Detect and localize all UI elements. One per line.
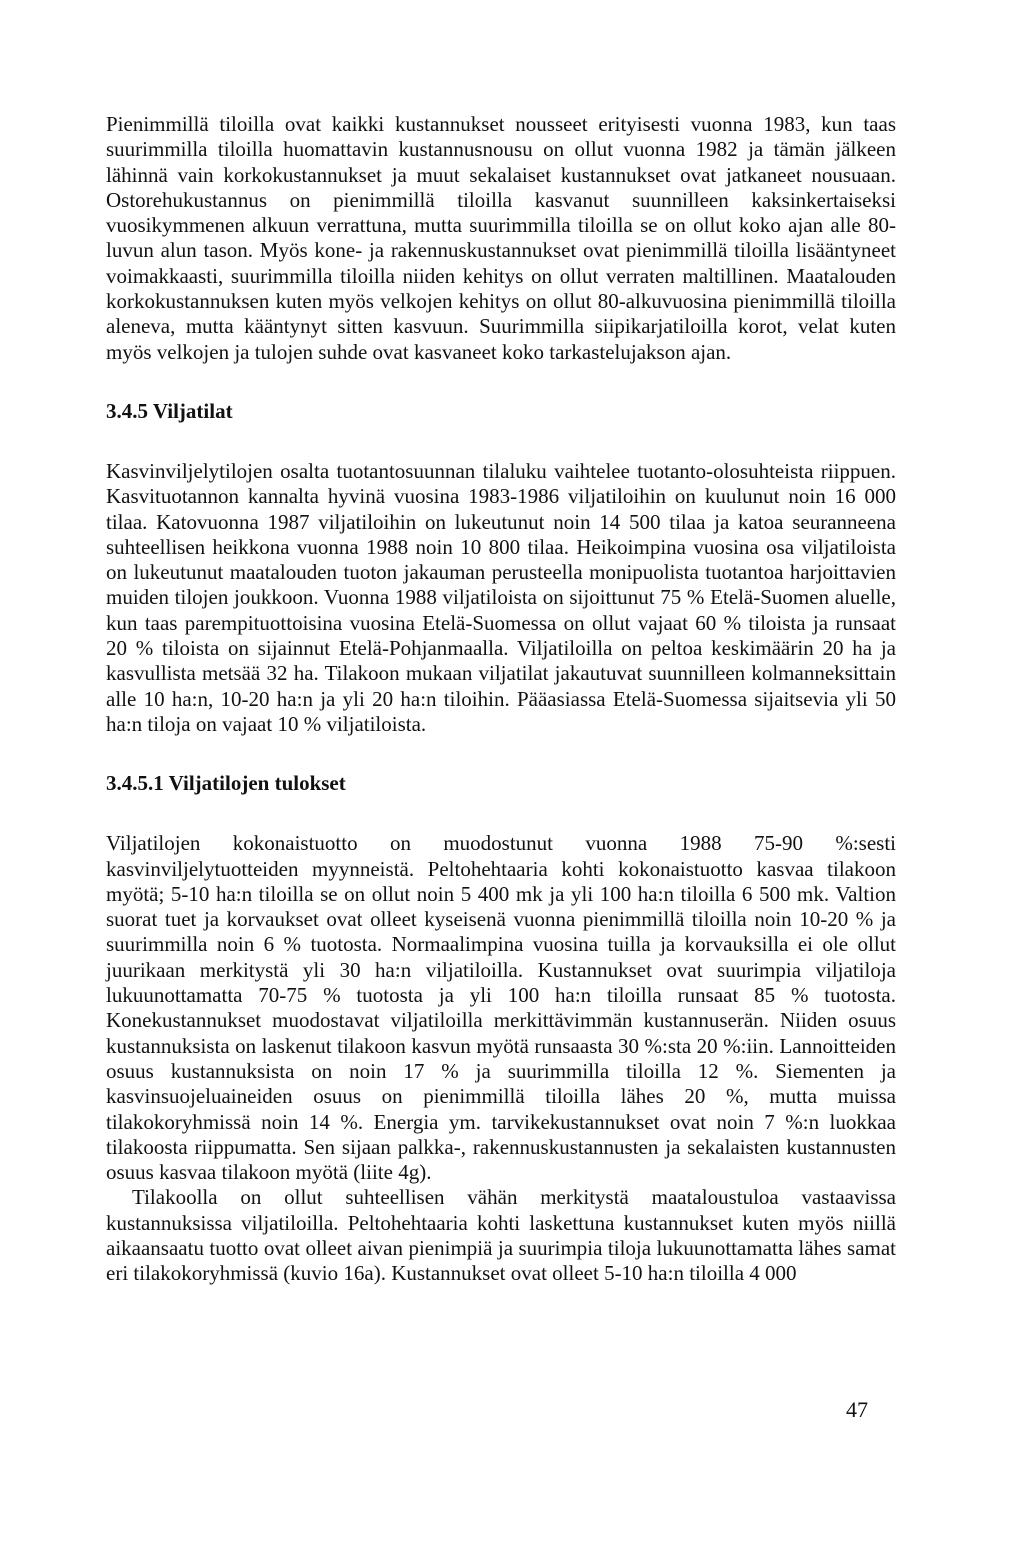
paragraph-poultry-farm-costs: Pienimmillä tiloilla ovat kaikki kustannukset nousseet erityisesti vuonna 1983, kun taas suurimmilla tiloilla huomattavin kustannusnousu on ollut vuonna 1982 ja tämän jälkeen lähinnä vain korkokustannukset ja muut sekalaiset kustannukset ovat jatkaneet nousuaan. Ostorehukustannus on pienimmillä tiloilla kasvanut suunnilleen kaksinkertaiseksi vuosikymmenen alkuun verrattuna, mutta suurimmilla tiloilla se on ollut koko ajan alle 80-luvun alun tason. Myös kone- ja rakennuskustannukset ovat pienimmillä tiloilla lisääntyneet voimakkaasti, suurimmilla tiloilla niiden kehitys on ollut verraten maltillinen. Maatalouden korkokustannuksen kuten myös velkojen kehitys on ollut 80-alkuvuosina pienimmillä tiloilla aleneva, mutta kääntynyt sitten kasvuun. Suurimmilla siipikarjatiloilla korot, velat kuten myös velkojen ja tulojen suhde ovat kasvaneet koko tarkastelujakson ajan. [106,112,896,364]
page-number: 47 [846,1397,868,1422]
paragraph-farm-size-costs: Tilakoolla on ollut suhteellisen vähän merkitystä maataloustuloa vastaavissa kustannuksissa viljatiloilla. Peltohehtaaria kohti laskettuna kustannukset kuten myös niillä aikaansaatu tuotto ovat olleet aivan pienimpiä ja suurimpia tiloja lukuunottamatta lähes samat eri tilakokoryhmissä (kuvio 16a). Kustannukset ovat olleet 5-10 ha:n tiloilla 4 000 [106,1185,896,1286]
paragraph-grain-farm-revenue: Viljatilojen kokonaistuotto on muodostunut vuonna 1988 75-90 %:sesti kasvinviljelytuotteiden myynneistä. Peltohehtaaria kohti kokonaistuotto kasvaa tilakoon myötä; 5-10 ha:n tiloilla se on ollut noin 5 400 mk ja yli 100 ha:n tiloilla 6 500 mk. Valtion suorat tuet ja korvaukset ovat olleet kyseisenä vuonna pienimmillä tiloilla noin 10-20 % ja suurimmilla noin 6 % tuotosta. Normaalimpina vuosina tuilla ja korvauksilla ei ole ollut juurikaan merkitystä yli 30 ha:n viljatiloilla. Kustannukset ovat suurimpia viljatiloja lukuunottamatta 70-75 % tuotosta ja yli 100 ha:n tiloilla runsaat 85 % tuotosta. Konekustannukset muodostavat viljatiloilla merkittävimmän kustannuserän. Niiden osuus kustannuksista on laskenut tilakoon kasvun myötä runsaasta 30 %:sta 20 %:iin. Lannoitteiden osuus kustannuksista on noin 17 % ja suurimmilla tiloilla 12 %. Siementen ja kasvinsuojeluaineiden osuus on pienimmillä tiloilla lähes 20 %, mutta muissa tilakokoryhmissä noin 14 %. Energia ym. tarvikekustannukset ovat noin 7 %:n luokkaa tilakoosta riippumatta. Sen sijaan palkka-, rakennuskustannusten ja sekalaisten kustannusten osuus kasvaa tilakoon myötä (liite 4g). [106,831,896,1185]
section-heading-grain-farms: 3.4.5 Viljatilat [106,398,233,423]
document-page [106,112,896,1287]
paragraph-grain-farm-counts: Kasvinviljelytilojen osalta tuotantosuunnan tilaluku vaihtelee tuotanto-olosuhteista riippuen. Kasvituotannon kannalta hyvinä vuosina 1983-1986 viljatiloihin on kuulunut noin 16 000 tilaa. Katovuonna 1987 viljatiloihin on lukeutunut noin 14 500 tilaa ja katoa seuranneena suhteellisen heikkona vuonna 1988 noin 10 800 tilaa. Heikoimpina vuosina osa viljatiloista on lukeutunut maatalouden tuoton jakauman perusteella monipuolista tuotantoa harjoittavien muiden tilojen joukkoon. Vuonna 1988 viljatiloista on sijoittunut 75 % Etelä-Suomen aluelle, kun taas parempituottoisina vuosina Etelä-Suomessa on ollut vajaat 60 % tiloista ja runsaat 20 % tiloista on sijainnut Etelä-Pohjanmaalla. Viljatiloilla on peltoa keskimäärin 20 ha ja kasvullista metsää 32 ha. Tilakoon mukaan viljatilat jakautuvat suunnilleen kolmanneksittain alle 10 ha:n, 10-20 ha:n ja yli 20 ha:n tiloihin. Pääasiassa Etelä-Suomessa sijaitsevia yli 50 ha:n tiloja on vajaat 10 % viljatiloista. [106,458,896,736]
subsection-heading-grain-farm-results: 3.4.5.1 Viljatilojen tulokset [106,771,346,796]
